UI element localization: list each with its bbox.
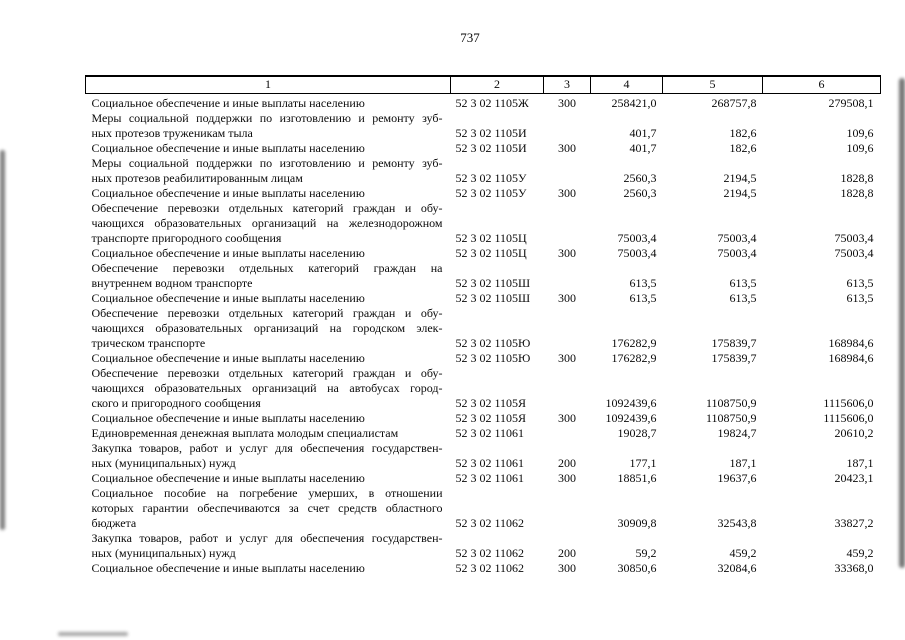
name-line: Социальное пособие на погребение умерших, в отношении bbox=[91, 486, 443, 500]
name-line: Обеспечение перевозки отдельных категорий граждан на bbox=[91, 261, 443, 275]
table-row bbox=[86, 186, 881, 201]
row-value-cell: 32543,8 bbox=[717, 516, 757, 530]
row-code-cell: 52 3 02 11062 bbox=[455, 546, 525, 560]
table-row bbox=[86, 366, 881, 411]
row-value-cell: 33368,0 bbox=[834, 561, 874, 575]
row-name-cell bbox=[86, 186, 451, 201]
row-value-cell: 613,5 bbox=[729, 276, 757, 290]
row-name-cell bbox=[86, 156, 451, 186]
row-expense-type-cell: 200 bbox=[558, 546, 576, 560]
row-name-cell bbox=[86, 201, 451, 246]
name-line: чающихся образовательных организаций на городском элек- bbox=[91, 321, 443, 335]
table-header bbox=[86, 76, 881, 94]
row-name-cell bbox=[86, 351, 451, 366]
table-row bbox=[86, 306, 881, 351]
row-value-cell: 2560,3 bbox=[623, 171, 657, 185]
row-expense-type-cell: 300 bbox=[558, 246, 576, 260]
row-value-cell: 32084,6 bbox=[717, 561, 757, 575]
row-expense-type-cell bbox=[544, 306, 591, 351]
row-name-cell bbox=[86, 411, 451, 426]
row-value-cell: 1828,8 bbox=[840, 186, 874, 200]
table-row bbox=[86, 441, 881, 471]
row-expense-type-cell bbox=[544, 486, 591, 531]
name-line: Социальное обеспечение и иные выплаты населению bbox=[91, 471, 365, 485]
row-value-cell: 30909,8 bbox=[617, 516, 657, 530]
row-expense-type-cell: 300 bbox=[558, 411, 576, 425]
table-row bbox=[86, 531, 881, 561]
table-body bbox=[86, 94, 881, 577]
row-value-cell: 1092439,6 bbox=[605, 396, 657, 410]
row-expense-type-cell: 300 bbox=[558, 291, 576, 305]
row-value-cell: 19824,7 bbox=[717, 426, 757, 440]
row-code-cell: 52 3 02 1105Ю bbox=[455, 351, 531, 365]
name-line: внутреннем водном транспорте bbox=[91, 276, 253, 290]
row-value-cell: 2194,5 bbox=[723, 186, 757, 200]
table-row bbox=[86, 426, 881, 441]
table-row bbox=[86, 561, 881, 576]
scan-artifact-left-edge bbox=[0, 150, 5, 530]
row-value-cell: 75003,4 bbox=[834, 246, 874, 260]
row-value-cell: 2194,5 bbox=[723, 171, 757, 185]
row-value-cell: 1092439,6 bbox=[605, 411, 657, 425]
name-line: Социальное обеспечение и иные выплаты населению bbox=[91, 351, 365, 365]
table-row bbox=[86, 486, 881, 531]
row-value-cell: 2560,3 bbox=[623, 186, 657, 200]
column-header-3: 3 bbox=[544, 76, 591, 94]
row-value-cell: 20423,1 bbox=[834, 471, 874, 485]
row-expense-type-cell: 200 bbox=[558, 456, 576, 470]
name-line: ных (муниципальных) нужд bbox=[91, 546, 236, 560]
row-code-cell: 52 3 02 11062 bbox=[455, 561, 525, 575]
column-header-1: 1 bbox=[86, 76, 451, 94]
row-name-cell bbox=[86, 111, 451, 141]
name-line: которых гарантии обеспечиваются за счет средств областного bbox=[91, 501, 443, 515]
row-value-cell: 459,2 bbox=[846, 546, 874, 560]
row-value-cell: 1108750,9 bbox=[705, 396, 757, 410]
name-line: транспорте пригородного сообщения bbox=[91, 231, 282, 245]
name-line: Социальное обеспечение и иные выплаты населению bbox=[91, 246, 365, 260]
row-code-cell: 52 3 02 11061 bbox=[455, 426, 525, 440]
row-code-cell: 52 3 02 11062 bbox=[455, 516, 525, 530]
table-row bbox=[86, 156, 881, 186]
name-line: Социальное обеспечение и иные выплаты населению bbox=[91, 411, 365, 425]
row-value-cell: 19028,7 bbox=[617, 426, 657, 440]
table-row bbox=[86, 411, 881, 426]
row-value-cell: 187,1 bbox=[729, 456, 757, 470]
row-name-cell bbox=[86, 246, 451, 261]
row-value-cell: 75003,4 bbox=[717, 231, 757, 245]
row-name-cell bbox=[86, 366, 451, 411]
row-value-cell: 59,2 bbox=[635, 546, 657, 560]
row-code-cell: 52 3 02 1105Ц bbox=[455, 231, 527, 245]
row-name-cell bbox=[86, 441, 451, 471]
row-value-cell: 279508,1 bbox=[828, 96, 874, 110]
row-code-cell: 52 3 02 1105И bbox=[455, 141, 527, 155]
name-line: Обеспечение перевозки отдельных категорий граждан и обу- bbox=[91, 306, 443, 320]
row-value-cell: 1108750,9 bbox=[705, 411, 757, 425]
name-line: Социальное обеспечение и иные выплаты населению bbox=[91, 186, 365, 200]
scan-artifact-right-edge bbox=[899, 78, 905, 568]
row-code-cell: 52 3 02 11061 bbox=[455, 471, 525, 485]
row-value-cell: 187,1 bbox=[846, 456, 874, 470]
row-code-cell: 52 3 02 1105Я bbox=[455, 396, 527, 410]
row-value-cell: 175839,7 bbox=[711, 336, 757, 350]
row-value-cell: 1115606,0 bbox=[823, 411, 874, 425]
name-line: Социальное обеспечение и иные выплаты населению bbox=[91, 561, 365, 575]
row-value-cell: 75003,4 bbox=[617, 246, 657, 260]
table-row bbox=[86, 261, 881, 291]
row-value-cell: 109,6 bbox=[846, 141, 874, 155]
row-expense-type-cell: 300 bbox=[558, 141, 576, 155]
name-line: чающихся образовательных организаций на железнодорожном bbox=[91, 216, 443, 230]
row-code-cell: 52 3 02 1105Ю bbox=[455, 336, 531, 350]
row-expense-type-cell bbox=[544, 156, 591, 186]
name-line: ных протезов труженикам тыла bbox=[91, 126, 253, 140]
row-value-cell: 268757,8 bbox=[711, 96, 757, 110]
row-name-cell bbox=[86, 94, 451, 112]
row-expense-type-cell: 300 bbox=[558, 186, 576, 200]
row-name-cell bbox=[86, 426, 451, 441]
row-value-cell: 177,1 bbox=[629, 456, 657, 470]
row-value-cell: 613,5 bbox=[846, 291, 874, 305]
scan-artifact-bottom-edge bbox=[58, 632, 128, 636]
table-row bbox=[86, 291, 881, 306]
row-value-cell: 20610,2 bbox=[834, 426, 874, 440]
row-expense-type-cell: 300 bbox=[558, 351, 576, 365]
name-line: Социальное обеспечение и иные выплаты населению bbox=[91, 96, 365, 110]
row-value-cell: 176282,9 bbox=[611, 336, 657, 350]
row-value-cell: 30850,6 bbox=[617, 561, 657, 575]
name-line: Социальное обеспечение и иные выплаты населению bbox=[91, 141, 365, 155]
row-expense-type-cell bbox=[544, 366, 591, 411]
row-value-cell: 1115606,0 bbox=[823, 396, 874, 410]
column-header-2: 2 bbox=[451, 76, 544, 94]
row-value-cell: 401,7 bbox=[629, 126, 657, 140]
column-header-4: 4 bbox=[591, 76, 663, 94]
table-row bbox=[86, 141, 881, 156]
table-row bbox=[86, 351, 881, 366]
row-value-cell: 182,6 bbox=[729, 141, 757, 155]
row-name-cell bbox=[86, 261, 451, 291]
row-name-cell bbox=[86, 306, 451, 351]
row-name-cell bbox=[86, 486, 451, 531]
row-value-cell: 168984,6 bbox=[828, 336, 874, 350]
row-code-cell: 52 3 02 1105Ц bbox=[455, 246, 527, 260]
row-value-cell: 175839,7 bbox=[711, 351, 757, 365]
row-code-cell: 52 3 02 1105Ш bbox=[455, 276, 531, 290]
row-value-cell: 182,6 bbox=[729, 126, 757, 140]
row-expense-type-cell: 300 bbox=[558, 471, 576, 485]
budget-table bbox=[85, 75, 881, 576]
row-code-cell: 52 3 02 1105И bbox=[455, 126, 527, 140]
row-value-cell: 613,5 bbox=[629, 291, 657, 305]
name-line: Обеспечение перевозки отдельных категорий граждан и обу- bbox=[91, 366, 443, 380]
row-value-cell: 613,5 bbox=[629, 276, 657, 290]
name-line: Социальное обеспечение и иные выплаты населению bbox=[91, 291, 365, 305]
table-row bbox=[86, 201, 881, 246]
row-value-cell: 401,7 bbox=[629, 141, 657, 155]
row-code-cell: 52 3 02 1105Ж bbox=[455, 96, 529, 110]
name-line: Единовременная денежная выплата молодым специалистам bbox=[91, 426, 399, 440]
row-name-cell bbox=[86, 471, 451, 486]
name-line: ных протезов реабилитированным лицам bbox=[91, 171, 303, 185]
row-code-cell: 52 3 02 1105Ш bbox=[455, 291, 531, 305]
row-value-cell: 258421,0 bbox=[611, 96, 657, 110]
row-expense-type-cell: 300 bbox=[558, 561, 576, 575]
name-line: трическом транспорте bbox=[91, 336, 206, 350]
name-line: Меры социальной поддержки по изготовлению и ремонту зуб- bbox=[91, 156, 443, 170]
row-expense-type-cell: 300 bbox=[558, 96, 576, 110]
row-value-cell: 75003,4 bbox=[834, 231, 874, 245]
name-line: Закупка товаров, работ и услуг для обеспечения государствен- bbox=[91, 441, 443, 455]
row-value-cell: 613,5 bbox=[846, 276, 874, 290]
column-header-6: 6 bbox=[763, 76, 881, 94]
table-row bbox=[86, 111, 881, 141]
row-name-cell bbox=[86, 531, 451, 561]
row-expense-type-cell bbox=[544, 201, 591, 246]
row-name-cell bbox=[86, 291, 451, 306]
row-value-cell: 33827,2 bbox=[834, 516, 874, 530]
table-row bbox=[86, 94, 881, 112]
row-value-cell: 176282,9 bbox=[611, 351, 657, 365]
row-value-cell: 1828,8 bbox=[840, 171, 874, 185]
row-value-cell: 75003,4 bbox=[617, 231, 657, 245]
row-code-cell: 52 3 02 1105У bbox=[455, 186, 527, 200]
row-value-cell: 18851,6 bbox=[617, 471, 657, 485]
row-name-cell bbox=[86, 561, 451, 576]
name-line: Обеспечение перевозки отдельных категорий граждан и обу- bbox=[91, 201, 443, 215]
row-expense-type-cell bbox=[544, 426, 591, 441]
row-code-cell: 52 3 02 1105У bbox=[455, 171, 527, 185]
row-code-cell: 52 3 02 1105Я bbox=[455, 411, 527, 425]
name-line: бюджета bbox=[91, 516, 137, 530]
row-value-cell: 19637,6 bbox=[717, 471, 757, 485]
row-name-cell bbox=[86, 141, 451, 156]
name-line: Меры социальной поддержки по изготовлению и ремонту зуб- bbox=[91, 111, 443, 125]
row-value-cell: 613,5 bbox=[729, 291, 757, 305]
name-line: ского и пригородного сообщения bbox=[91, 396, 261, 410]
column-header-5: 5 bbox=[663, 76, 763, 94]
page-number: 737 bbox=[460, 30, 480, 45]
row-expense-type-cell bbox=[544, 261, 591, 291]
row-expense-type-cell bbox=[544, 111, 591, 141]
table-row bbox=[86, 471, 881, 486]
row-code-cell: 52 3 02 11061 bbox=[455, 456, 525, 470]
row-value-cell: 109,6 bbox=[846, 126, 874, 140]
name-line: Закупка товаров, работ и услуг для обеспечения государствен- bbox=[91, 531, 443, 545]
row-value-cell: 75003,4 bbox=[717, 246, 757, 260]
row-value-cell: 168984,6 bbox=[828, 351, 874, 365]
name-line: ных (муниципальных) нужд bbox=[91, 456, 236, 470]
row-value-cell: 459,2 bbox=[729, 546, 757, 560]
table-row bbox=[86, 246, 881, 261]
table-header-row bbox=[86, 76, 881, 94]
name-line: чающихся образовательных организаций на автобусах город- bbox=[91, 381, 443, 395]
